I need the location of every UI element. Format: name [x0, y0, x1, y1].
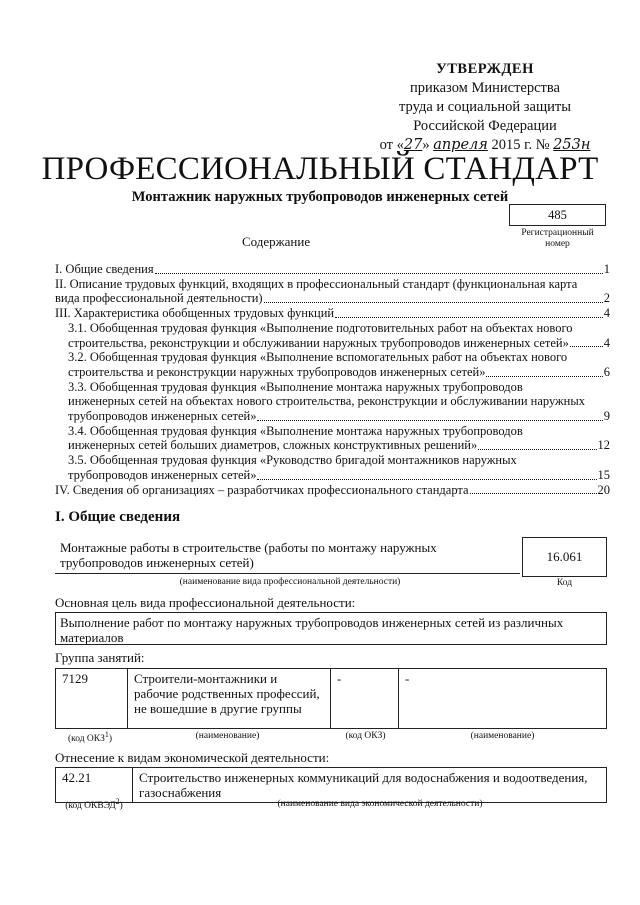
toc-leader: [478, 449, 596, 450]
okved-code-cell: 42.21: [56, 768, 133, 803]
toc-leader: [486, 376, 602, 377]
registration-caption: Регистрационный номер: [521, 228, 594, 249]
toc-page: 4: [603, 335, 610, 350]
toc-entry[interactable]: 3.5. Обобщенная трудовая функция «Руководство бригадой монтажников наружных трубопроводов инженерных сетей» 15: [68, 453, 610, 482]
toc-heading: Содержание: [242, 234, 311, 249]
page-title: ПРОФЕССИОНАЛЬНЫЙ СТАНДАРТ: [41, 151, 599, 187]
toc-entry[interactable]: III. Характеристика обобщенных трудовых функций 4: [55, 306, 610, 321]
economic-activity-table: [55, 767, 607, 803]
approval-line-3: Российской Федерации: [413, 118, 557, 134]
approval-block: [370, 60, 600, 155]
toc-leader: [257, 420, 602, 421]
toc-leader: [335, 317, 603, 318]
toc-entry[interactable]: II. Описание трудовых функций, входящих в профессиональный стандарт (функциональная карта вида профессиональной деятельности) 2: [55, 276, 610, 306]
occupation-name-cell-2: -: [399, 669, 607, 729]
economic-activity-name-cell: Строительство инженерных коммуникаций для водоснабжения и водоотведения, газоснабжения: [133, 768, 607, 803]
toc-entry[interactable]: 3.3. Обобщенная трудовая функция «Выполнение монтажа наружных трубопроводов инженерных сетей на объектах нового строительства, реконструкции и обслуживании наружных трубопроводов инженерных сетей» 9: [68, 379, 610, 424]
table-of-contents: [55, 262, 610, 497]
activity-divider: [55, 573, 520, 574]
toc-leader: [264, 302, 603, 303]
toc-entry[interactable]: 3.4. Обобщенная трудовая функция «Выполнение монтажа наружных трубопроводов инженерных сетей больших диаметров, сложных конструктивных решений» 12: [68, 423, 610, 453]
toc-page: 20: [597, 482, 610, 497]
table-row: [56, 669, 607, 729]
toc-entry[interactable]: 3.2. Обобщенная трудовая функция «Выполнение вспомогательных работ на объектах нового строительства и реконструкции наружных трубопроводов инженерных сетей» 6: [68, 350, 610, 379]
approval-date-line: от «27» апреля 2015 г. № 253н: [379, 137, 591, 153]
occupation-name-caption: (наименование): [195, 731, 260, 741]
toc-entry[interactable]: I. Общие сведения 1: [55, 262, 610, 276]
toc-leader: [155, 273, 603, 274]
toc-page: 1: [603, 262, 610, 276]
occupation-name-cell: Строители-монтажники и рабочие родственных профессий, не вошедшие в другие группы: [128, 669, 331, 729]
toc-page: 15: [597, 467, 610, 482]
approval-number: 253н: [553, 137, 591, 153]
okz-code-cell-2: -: [331, 669, 399, 729]
toc-page: 6: [603, 364, 610, 379]
economic-activity-caption: (наименование вида экономической деятельности): [277, 799, 483, 809]
toc-page: 9: [603, 409, 610, 424]
toc-leader: [257, 479, 596, 480]
approval-line-2: труда и социальной защиты: [399, 99, 571, 115]
approval-month: апреля: [433, 137, 488, 153]
okved-caption: (код ОКВЭД$^2$): [65, 797, 123, 812]
okz-caption-2: (код ОКЗ): [345, 731, 386, 741]
page-subtitle: Монтажник наружных трубопроводов инженерных сетей: [131, 189, 509, 205]
activity-name: Монтажные работы в строительстве (работы по монтажу наружных трубопроводов инженерных сетей): [60, 540, 437, 570]
okz-caption: (код ОКЗ$^1$): [67, 730, 113, 745]
table-row: [56, 768, 607, 803]
activity-name-caption: (наименование вида профессиональной деятельности): [179, 577, 401, 587]
toc-entry[interactable]: 3.1. Обобщенная трудовая функция «Выполнение подготовительных работ на объектах нового строительства, реконструкции и обслуживании наружных трубопроводов инженерных сетей» 4: [68, 320, 610, 350]
section-heading: I. Общие сведения: [55, 509, 181, 525]
okz-code-cell: 7129: [56, 669, 128, 729]
goal-box: Выполнение работ по монтажу наружных трубопроводов инженерных сетей из различных материалов: [55, 612, 607, 645]
toc-leader: [570, 346, 603, 347]
toc-page: 4: [603, 306, 610, 321]
okved-label: Отнесение к видам экономической деятельности:: [55, 750, 330, 765]
toc-entry[interactable]: IV. Сведения об организациях – разработчиках профессионального стандарта 20: [55, 482, 610, 497]
toc-leader: [470, 493, 597, 494]
code-caption: Код: [556, 578, 573, 588]
activity-code-box: 16.061: [522, 537, 607, 577]
toc-page: 12: [597, 438, 610, 453]
approval-heading: УТВЕРЖДЕН: [436, 61, 534, 77]
approval-day: 27: [403, 137, 423, 153]
group-label: Группа занятий:: [55, 650, 145, 665]
occupation-group-table: [55, 668, 607, 729]
registration-number-box: 485: [509, 204, 606, 226]
approval-line-1: приказом Министерства: [410, 80, 560, 96]
goal-label: Основная цель вида профессиональной деятельности:: [55, 595, 356, 610]
toc-page: 2: [603, 291, 610, 306]
occupation-name-caption-2: (наименование): [470, 731, 535, 741]
